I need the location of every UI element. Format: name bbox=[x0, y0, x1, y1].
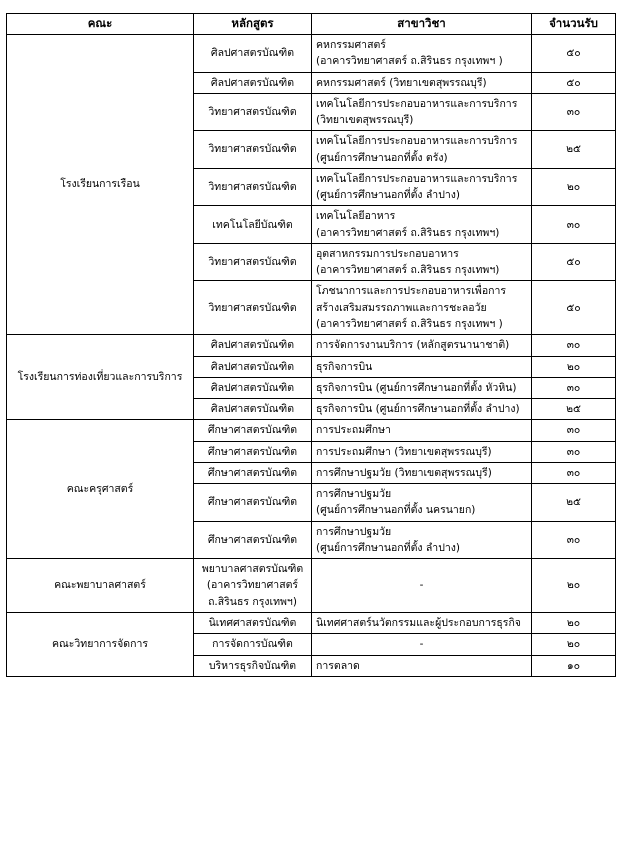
major-cell bbox=[312, 206, 532, 244]
major-line: การศึกษาปฐมวัย bbox=[316, 488, 392, 501]
major-line: อุตสาหกรรมการประกอบอาหาร bbox=[316, 247, 459, 260]
seats-cell: ๒๐ bbox=[532, 634, 616, 655]
seats-cell: ๒๕ bbox=[532, 399, 616, 420]
table-row bbox=[7, 420, 616, 441]
major-cell bbox=[312, 634, 532, 655]
major-line: การศึกษาปฐมวัย (วิทยาเขตสุพรรณบุรี) bbox=[316, 466, 492, 479]
faculty-name: คณะครุศาสตร์ bbox=[7, 420, 194, 559]
major-line: (ศูนย์การศึกษานอกที่ตั้ง ตรัง) bbox=[316, 151, 448, 164]
seats-cell: ๓๐ bbox=[532, 462, 616, 483]
seats-cell: ๓๐ bbox=[532, 93, 616, 131]
major-line: (ศูนย์การศึกษานอกที่ตั้ง ลำปาง) bbox=[316, 541, 460, 554]
program-line: ศิลปศาสตรบัณฑิต bbox=[210, 403, 295, 416]
seats-cell: ๕๐ bbox=[532, 243, 616, 281]
program-cell bbox=[194, 72, 312, 93]
program-line: การจัดการบัณฑิต bbox=[212, 638, 293, 651]
program-line: เทคโนโลยีบัณฑิต bbox=[212, 218, 293, 231]
seats-cell: ๕๐ bbox=[532, 281, 616, 335]
major-cell bbox=[312, 281, 532, 335]
admission-table bbox=[6, 13, 616, 677]
major-cell bbox=[312, 131, 532, 169]
program-cell bbox=[194, 521, 312, 559]
major-line: การประถมศึกษา bbox=[316, 424, 391, 437]
table-row bbox=[7, 559, 616, 613]
admission-table-wrapper bbox=[6, 13, 616, 677]
major-cell bbox=[312, 72, 532, 93]
seats-cell: ๒๐ bbox=[532, 559, 616, 613]
major-cell bbox=[312, 243, 532, 281]
major-line: (อาคารวิทยาศาสตร์ ถ.สิรินธร กรุงเทพฯ ) bbox=[316, 317, 503, 330]
seats-cell: ๓๐ bbox=[532, 335, 616, 356]
seats-cell: ๓๐ bbox=[532, 420, 616, 441]
table-row bbox=[7, 35, 616, 73]
program-cell bbox=[194, 462, 312, 483]
major-line: ธุรกิจการบิน (ศูนย์การศึกษานอกที่ตั้ง ลำปาง) bbox=[316, 403, 520, 416]
program-line: ศึกษาศาสตรบัณฑิต bbox=[207, 466, 298, 479]
major-cell bbox=[312, 335, 532, 356]
major-cell bbox=[312, 612, 532, 633]
major-line: - bbox=[419, 579, 424, 592]
header-faculty: คณะ bbox=[7, 14, 194, 35]
program-cell bbox=[194, 377, 312, 398]
program-cell bbox=[194, 634, 312, 655]
major-cell bbox=[312, 420, 532, 441]
major-cell bbox=[312, 35, 532, 73]
program-cell bbox=[194, 356, 312, 377]
seats-cell: ๓๐ bbox=[532, 521, 616, 559]
program-line: วิทยาศาสตรบัณฑิต bbox=[208, 143, 297, 156]
program-cell bbox=[194, 206, 312, 244]
program-line: ศิลปศาสตรบัณฑิต bbox=[210, 339, 295, 352]
program-line: วิทยาศาสตรบัณฑิต bbox=[208, 256, 297, 269]
program-cell bbox=[194, 281, 312, 335]
program-cell bbox=[194, 243, 312, 281]
major-cell bbox=[312, 93, 532, 131]
major-cell bbox=[312, 462, 532, 483]
header-row bbox=[7, 14, 616, 35]
program-line: ศิลปศาสตรบัณฑิต bbox=[210, 381, 295, 394]
faculty-name: โรงเรียนการเรือน bbox=[7, 35, 194, 335]
program-line: ศิลปศาสตรบัณฑิต bbox=[210, 76, 295, 89]
program-line: วิทยาศาสตรบัณฑิต bbox=[208, 105, 297, 118]
program-line: บริหารธุรกิจบัณฑิต bbox=[208, 659, 297, 672]
program-cell bbox=[194, 484, 312, 522]
seats-cell: ๓๐ bbox=[532, 441, 616, 462]
major-line: โภชนาการและการประกอบอาหารเพื่อการ bbox=[316, 285, 507, 298]
program-line: ศิลปศาสตรบัณฑิต bbox=[210, 360, 295, 373]
major-line: การตลาด bbox=[316, 659, 360, 672]
major-line: เทคโนโลยีการประกอบอาหารและการบริการ bbox=[316, 97, 518, 110]
major-line: (อาคารวิทยาศาสตร์ ถ.สิรินธร กรุงเทพฯ) bbox=[316, 264, 500, 277]
major-line: สร้างเสริมสมรรถภาพและการชะลอวัย bbox=[316, 301, 487, 314]
seats-cell: ๒๐ bbox=[532, 356, 616, 377]
program-line: ศึกษาศาสตรบัณฑิต bbox=[207, 533, 298, 546]
major-cell bbox=[312, 484, 532, 522]
major-line: เทคโนโลยีอาหาร bbox=[316, 210, 396, 223]
program-cell bbox=[194, 420, 312, 441]
major-line: (อาคารวิทยาศาสตร์ ถ.สิรินธร กรุงเทพฯ) bbox=[316, 226, 500, 239]
program-cell bbox=[194, 559, 312, 613]
program-cell bbox=[194, 655, 312, 676]
major-line: (อาคารวิทยาศาสตร์ ถ.สิรินธร กรุงเทพฯ ) bbox=[316, 55, 503, 68]
major-cell bbox=[312, 521, 532, 559]
header-seats: จำนวนรับ bbox=[532, 14, 616, 35]
program-cell bbox=[194, 131, 312, 169]
major-cell bbox=[312, 377, 532, 398]
major-line: - bbox=[419, 638, 424, 651]
major-line: การประถมศึกษา (วิทยาเขตสุพรรณบุรี) bbox=[316, 445, 492, 458]
major-cell bbox=[312, 655, 532, 676]
seats-cell: ๕๐ bbox=[532, 72, 616, 93]
major-cell bbox=[312, 356, 532, 377]
program-line: (อาคารวิทยาศาสตร์ bbox=[206, 579, 299, 592]
faculty-name: คณะพยาบาลศาสตร์ bbox=[7, 559, 194, 613]
major-cell bbox=[312, 399, 532, 420]
major-line: นิเทศศาสตร์นวัตกรรมและผู้ประกอบการธุรกิจ bbox=[316, 616, 521, 629]
major-cell bbox=[312, 441, 532, 462]
program-line: ถ.สิรินธร กรุงเทพฯ) bbox=[208, 595, 297, 608]
major-cell bbox=[312, 559, 532, 613]
major-line: การจัดการงานบริการ (หลักสูตรนานาชาติ) bbox=[316, 339, 510, 352]
seats-cell: ๕๐ bbox=[532, 35, 616, 73]
major-line: ธุรกิจการบิน (ศูนย์การศึกษานอกที่ตั้ง หัวหิน) bbox=[316, 381, 517, 394]
major-line: การศึกษาปฐมวัย bbox=[316, 525, 392, 538]
program-line: วิทยาศาสตรบัณฑิต bbox=[208, 301, 297, 314]
table-row bbox=[7, 335, 616, 356]
faculty-name: คณะวิทยาการจัดการ bbox=[7, 612, 194, 676]
seats-cell: ๒๐ bbox=[532, 612, 616, 633]
program-cell bbox=[194, 93, 312, 131]
major-line: (ศูนย์การศึกษานอกที่ตั้ง ลำปาง) bbox=[316, 189, 460, 202]
seats-cell: ๒๕ bbox=[532, 131, 616, 169]
table-body bbox=[7, 35, 616, 677]
major-line: คหกรรมศาสตร์ bbox=[316, 39, 386, 51]
program-line: ศึกษาศาสตรบัณฑิต bbox=[207, 424, 298, 437]
program-cell bbox=[194, 335, 312, 356]
table-row bbox=[7, 612, 616, 633]
program-cell bbox=[194, 168, 312, 206]
program-cell bbox=[194, 441, 312, 462]
header-major: สาขาวิชา bbox=[312, 14, 532, 35]
program-cell bbox=[194, 612, 312, 633]
program-cell bbox=[194, 399, 312, 420]
program-cell bbox=[194, 35, 312, 73]
seats-cell: ๑๐ bbox=[532, 655, 616, 676]
header-program: หลักสูตร bbox=[194, 14, 312, 35]
seats-cell: ๒๐ bbox=[532, 168, 616, 206]
major-line: (ศูนย์การศึกษานอกที่ตั้ง นครนายก) bbox=[316, 504, 476, 517]
program-line: วิทยาศาสตรบัณฑิต bbox=[208, 180, 297, 193]
major-line: เทคโนโลยีการประกอบอาหารและการบริการ bbox=[316, 135, 518, 148]
major-line: เทคโนโลยีการประกอบอาหารและการบริการ bbox=[316, 172, 518, 185]
major-line: คหกรรมศาสตร์ (วิทยาเขตสุพรรณบุรี) bbox=[316, 76, 487, 89]
program-line: นิเทศศาสตรบัณฑิต bbox=[208, 616, 297, 629]
program-line: พยาบาลศาสตรบัณฑิต bbox=[201, 563, 304, 576]
seats-cell: ๓๐ bbox=[532, 377, 616, 398]
faculty-name: โรงเรียนการท่องเที่ยวและการบริการ bbox=[7, 335, 194, 420]
major-line: ธุรกิจการบิน bbox=[316, 360, 373, 373]
major-cell bbox=[312, 168, 532, 206]
seats-cell: ๓๐ bbox=[532, 206, 616, 244]
program-line: ศิลปศาสตรบัณฑิต bbox=[210, 47, 295, 60]
major-line: (วิทยาเขตสุพรรณบุรี) bbox=[316, 114, 414, 127]
program-line: ศึกษาศาสตรบัณฑิต bbox=[207, 445, 298, 458]
program-line: ศึกษาศาสตรบัณฑิต bbox=[207, 496, 298, 509]
seats-cell: ๒๕ bbox=[532, 484, 616, 522]
